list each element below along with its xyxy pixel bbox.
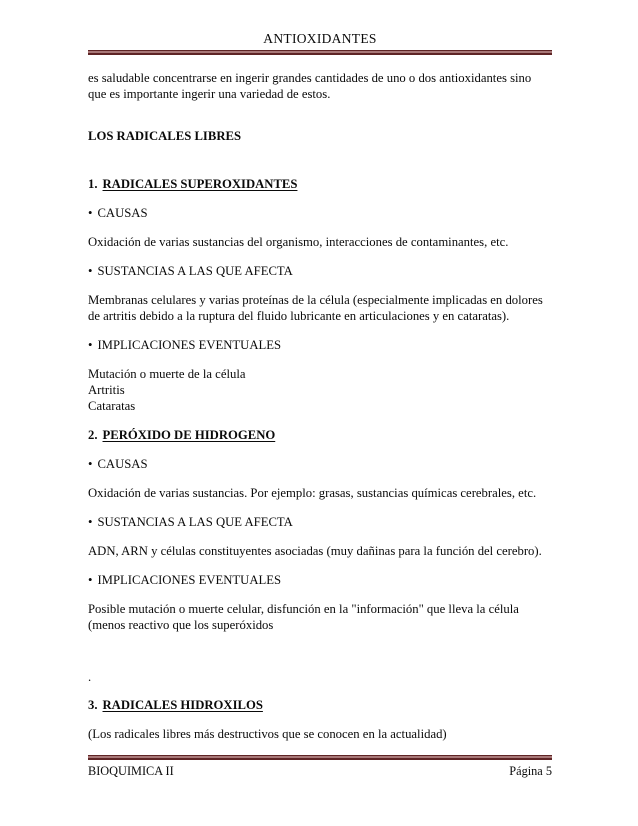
- section-2-title: PERÓXIDO DE HIDROGENO: [102, 428, 276, 442]
- bullet-icon: •: [88, 264, 93, 278]
- bullet-label: SUSTANCIAS A LAS QUE AFECTA: [97, 264, 293, 278]
- footer-rule: [88, 755, 552, 760]
- section-2-bullet-causas: [88, 456, 552, 472]
- page-title: ANTIOXIDANTES: [263, 31, 377, 46]
- section-1-bullet-sustancias: [88, 263, 552, 279]
- paragraph-intro: es saludable concentrarse en ingerir grandes cantidades de uno o dos antioxidantes sino que es importante ingerir una variedad de estos.: [88, 71, 532, 101]
- section-2-bullet-implicaciones: [88, 572, 552, 588]
- section-1-causas-text: Oxidación de varias sustancias del organismo, interacciones de contaminantes, etc.: [88, 235, 509, 249]
- stray-period: .: [88, 670, 92, 684]
- page-footer: [88, 751, 552, 779]
- section-2-implicaciones-text: Posible mutación o muerte celular, disfunción en la "información" que lleva la célula (menos reactivo que los superóxidos: [88, 602, 519, 632]
- section-1-bullet-causas: [88, 205, 552, 221]
- section-2-sustancias-text: ADN, ARN y células constituyentes asociadas (muy dañinas para la función del cerebro).: [88, 544, 542, 558]
- footer-page-number: Página 5: [509, 764, 552, 778]
- section-3-note: (Los radicales libres más destructivos que se conocen en la actualidad): [88, 727, 447, 741]
- section-1-sustancias-text: Membranas celulares y varias proteínas de la célula (especialmente implicadas en dolores de artritis debido a la ruptura del fluido lubricante en articulaciones y en cataratas).: [88, 293, 543, 323]
- section-2-number: 2.: [88, 428, 98, 442]
- bullet-label: CAUSAS: [97, 206, 148, 220]
- section-2-causas-text: Oxidación de varias sustancias. Por ejemplo: grasas, sustancias químicas cerebrales, etc.: [88, 486, 537, 500]
- bullet-label: IMPLICACIONES EVENTUALES: [97, 573, 282, 587]
- section-2-bullet-sustancias: [88, 514, 552, 530]
- bullet-label: IMPLICACIONES EVENTUALES: [97, 338, 282, 352]
- bullet-icon: •: [88, 457, 93, 471]
- bullet-icon: •: [88, 515, 93, 529]
- bullet-label: SUSTANCIAS A LAS QUE AFECTA: [97, 515, 293, 529]
- section-1-title: RADICALES SUPEROXIDANTES: [102, 177, 298, 191]
- bullet-icon: •: [88, 206, 93, 220]
- section-3-number: 3.: [88, 698, 98, 712]
- bullet-label: CAUSAS: [97, 457, 148, 471]
- section-2-heading: [88, 427, 552, 443]
- section-1-implicaciones-list: [88, 366, 552, 414]
- section-3-title: RADICALES HIDROXILOS: [102, 698, 263, 712]
- document-content: [0, 70, 638, 742]
- section-1-heading: [88, 176, 552, 192]
- footer-row: [88, 764, 552, 779]
- list-line: Cataratas: [88, 399, 136, 413]
- main-heading: LOS RADICALES LIBRES: [88, 129, 242, 143]
- footer-course-label: BIOQUIMICA II: [88, 764, 174, 778]
- header-rule: [88, 50, 552, 55]
- section-1-number: 1.: [88, 177, 98, 191]
- bullet-icon: •: [88, 338, 93, 352]
- page-header: [0, 0, 638, 55]
- list-line: Artritis: [88, 383, 125, 397]
- section-1-bullet-implicaciones: [88, 337, 552, 353]
- list-line: Mutación o muerte de la célula: [88, 367, 246, 381]
- bullet-icon: •: [88, 573, 93, 587]
- section-3-heading: [88, 697, 552, 713]
